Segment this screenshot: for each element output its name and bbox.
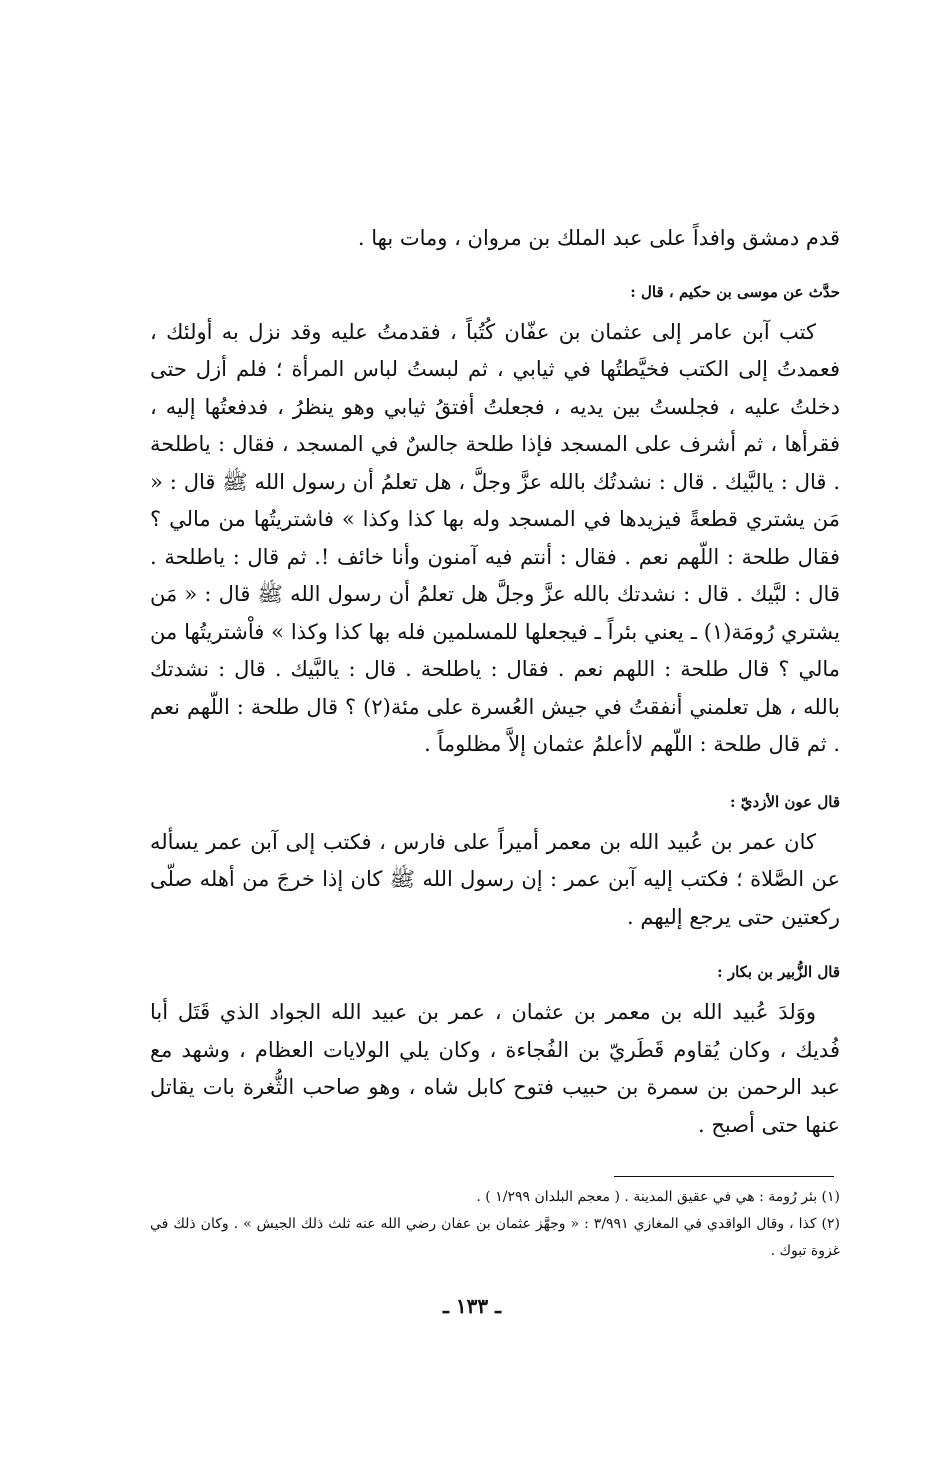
footnotes: [150, 1184, 840, 1265]
narrator-heading-awn: قال عون الأزديّ :: [730, 792, 840, 811]
paragraph-1: قدم دمشق وافداً على عبد الملك بن مروان ، ومات بها .: [357, 226, 840, 250]
paragraph-3: كان عمر بن عُبيد الله بن معمر أميراً على فارس ، فكتب إلى آبن عمر يسأله عن الصَّلاة ؛ فكتب إليه آبن عمر : إن رسول الله ﷺ كان إذا خرجَ من أهله صلّى ركعتين حتى يرجع إليهم .: [150, 829, 840, 929]
narrator-heading-musa: حدَّث عن موسى بن حكيم ، قال :: [630, 282, 840, 301]
paragraph-4: ووَلدَ عُبيد الله بن معمر بن عثمان ، عمر بن عبيد الله الجواد الذي قَتَل أبا فُديك ، وكان يُقاوم قَطَريّ بن الفُجاءة ، وكان يلي الولايات العظام ، وشهد مع عبد الرحمن بن سمرة بن حبيب فتوح كابل شاه ، وهو صاحب الثُّغرة بات يقاتل عنها حتى أصبح .: [150, 1000, 840, 1137]
narrator-heading-zubayr: قال الزُّبير بن بكار :: [717, 963, 840, 981]
footnote-1: (١) بئر رُومة : هي في عقيق المدينة . ( معجم البلدان ١/٢٩٩ ) .: [476, 1189, 840, 1205]
page-number: ـ ١٣٣ ـ: [443, 1294, 501, 1318]
footnote-divider: [614, 1176, 834, 1177]
page-body: [150, 220, 840, 1144]
paragraph-2: كتب آبن عامر إلى عثمان بن عفّان كُتُباً ، فقدمتُ عليه وقد نزل به أولئك ، فعمدتُ إلى الكتب فخيَّطتُها في ثيابي ، ثم لبستُ لباس المرأة ؛ فلم أزل حتى دخلتُ عليه ، فجلستُ بين يديه ، فجعلتُ أفتقُ ثيابي وهو ينظرُ ، فدفعتُها إليه ، فقرأها ، ثم أشرف على المسجد فإذا طلحة جالسٌ في المسجد ، فقال : ياطلحة . قال : يالبَّيك . قال : نشدتُك بالله عزَّ وجلَّ ، هل تعلمُ أن رسول الله ﷺ قال : « مَن يشتري قطعةً فيزيدها في المسجد وله بها كذا وكذا » فاشتريتُها من مالي ؟ فقال طلحة : اللّهم نعم . فقال : أنتم فيه آمنون وأنا خائف !. ثم قال : ياطلحة . قال : لبَّيك . قال : نشدتك بالله عزَّ وجلَّ هل تعلمُ أن رسول الله ﷺ قال : « مَن يشتري رُومَة(١) ـ يعني بئراً ـ فيجعلها للمسلمين فله بها كذا وكذا » فاْشتريتُها من مالي ؟ قال طلحة : اللهم نعم . فقال : ياطلحة . قال : يالبَّيك . قال : نشدتك بالله ، هل تعلمني أنفقتُ في جيش العُسرة على مئة(٢) ؟ قال طلحة : اللّهم نعم . ثم قال طلحة : اللّهم لاأعلمُ عثمان إلاَّ مظلوماً .: [150, 319, 841, 756]
footnote-2: (٢) كذا ، وقال الواقدي في المغازي ٣/٩٩١ : « وجهَّز عثمان بن عفان رضي الله عنه ثلث ذلك الجيش » . وكان ذلك في غزوة تبوك .: [150, 1216, 840, 1259]
